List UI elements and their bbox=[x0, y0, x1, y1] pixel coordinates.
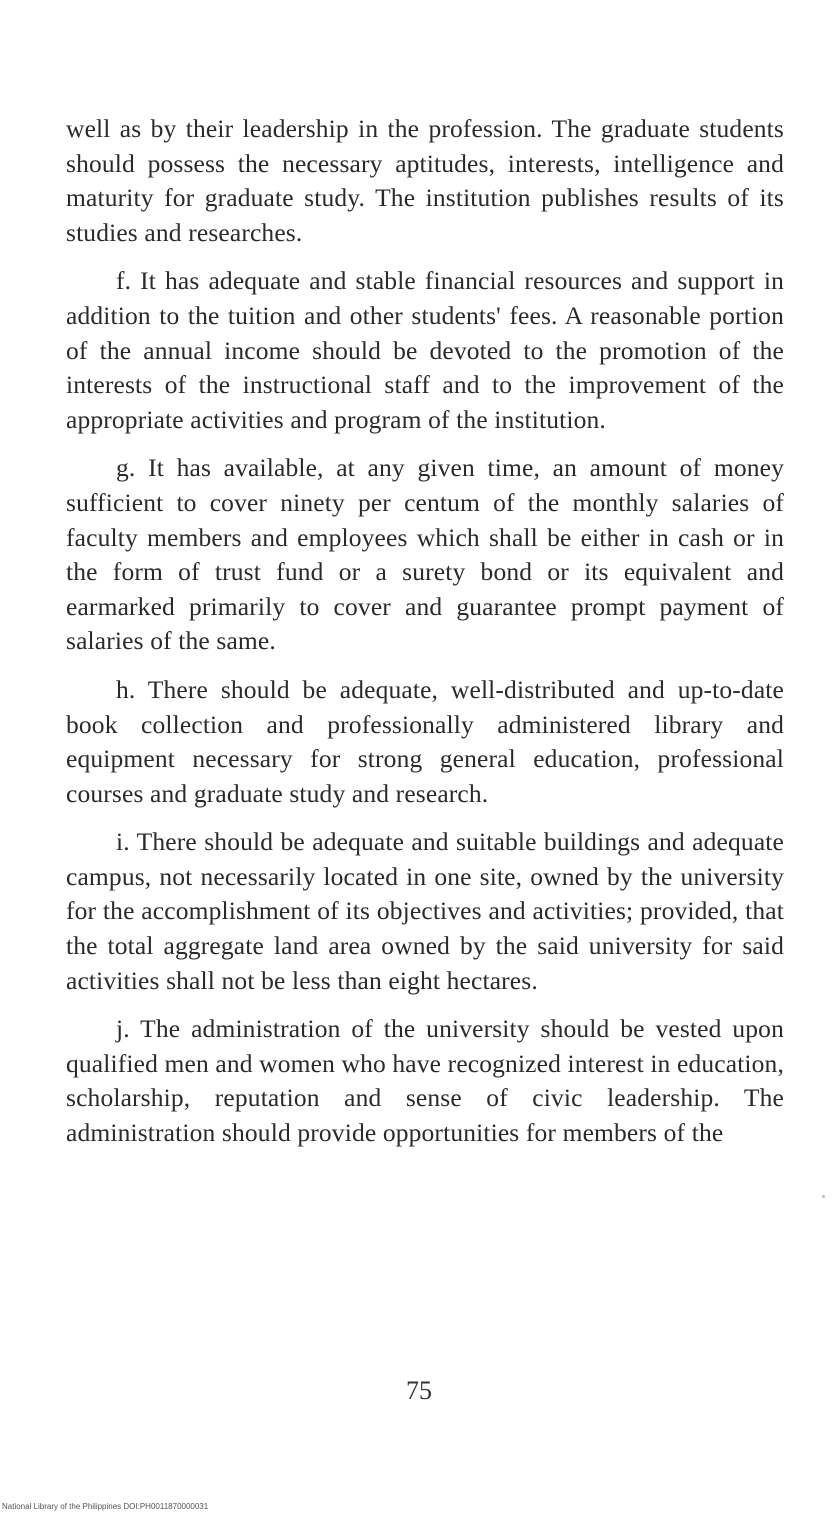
paragraph-continuation: well as by their leadership in the profession. The graduate students should possess the necessary aptitudes, interests, intelligence and maturity for graduate study. The institution publishes results of its studies and researches. bbox=[66, 114, 784, 247]
page-number: 75 bbox=[406, 1376, 432, 1405]
footer-credit: National Library of the Philippines DOI:PH0011870000031 bbox=[2, 1502, 209, 1511]
body-text bbox=[66, 112, 784, 1165]
paragraph-g: g. It has available, at any given time, an amount of money sufficient to cover ninety per centum of the monthly salaries of faculty members and employees which shall be either in cash or in the form of trust fund or a surety bond or its equivalent and earmarked primarily to cover and guarantee prompt payment of salaries of the same. bbox=[66, 453, 784, 656]
paragraph-f: f. It has adequate and stable financial resources and support in addition to the tuition and other students' fees. A reasonable portion of the annual income should be devoted to the promotion of the interests of the instructional staff and to the improvement of the appropriate activities and program of the institution. bbox=[66, 266, 784, 434]
paragraph-i: i. There should be adequate and suitable buildings and adequate campus, not necessarily located in one site, owned by the university for the accomplishment of its objectives and activities; provided, that the total aggregate land area owned by the said university for said activities shall not be less than eight hectares. bbox=[66, 827, 784, 995]
paragraph-h: h. There should be adequate, well-distributed and up-to-date book collection and professionally administered library and equipment necessary for strong general education, professional courses and graduate study and research. bbox=[66, 674, 784, 808]
paragraph-j: j. The administration of the university should be vested upon qualified men and women who have recognized interest in education, scholarship, reputation and sense of civic leadership. The administration should provide opportunities for members of the bbox=[66, 1014, 784, 1148]
scan-speck bbox=[822, 1195, 825, 1198]
